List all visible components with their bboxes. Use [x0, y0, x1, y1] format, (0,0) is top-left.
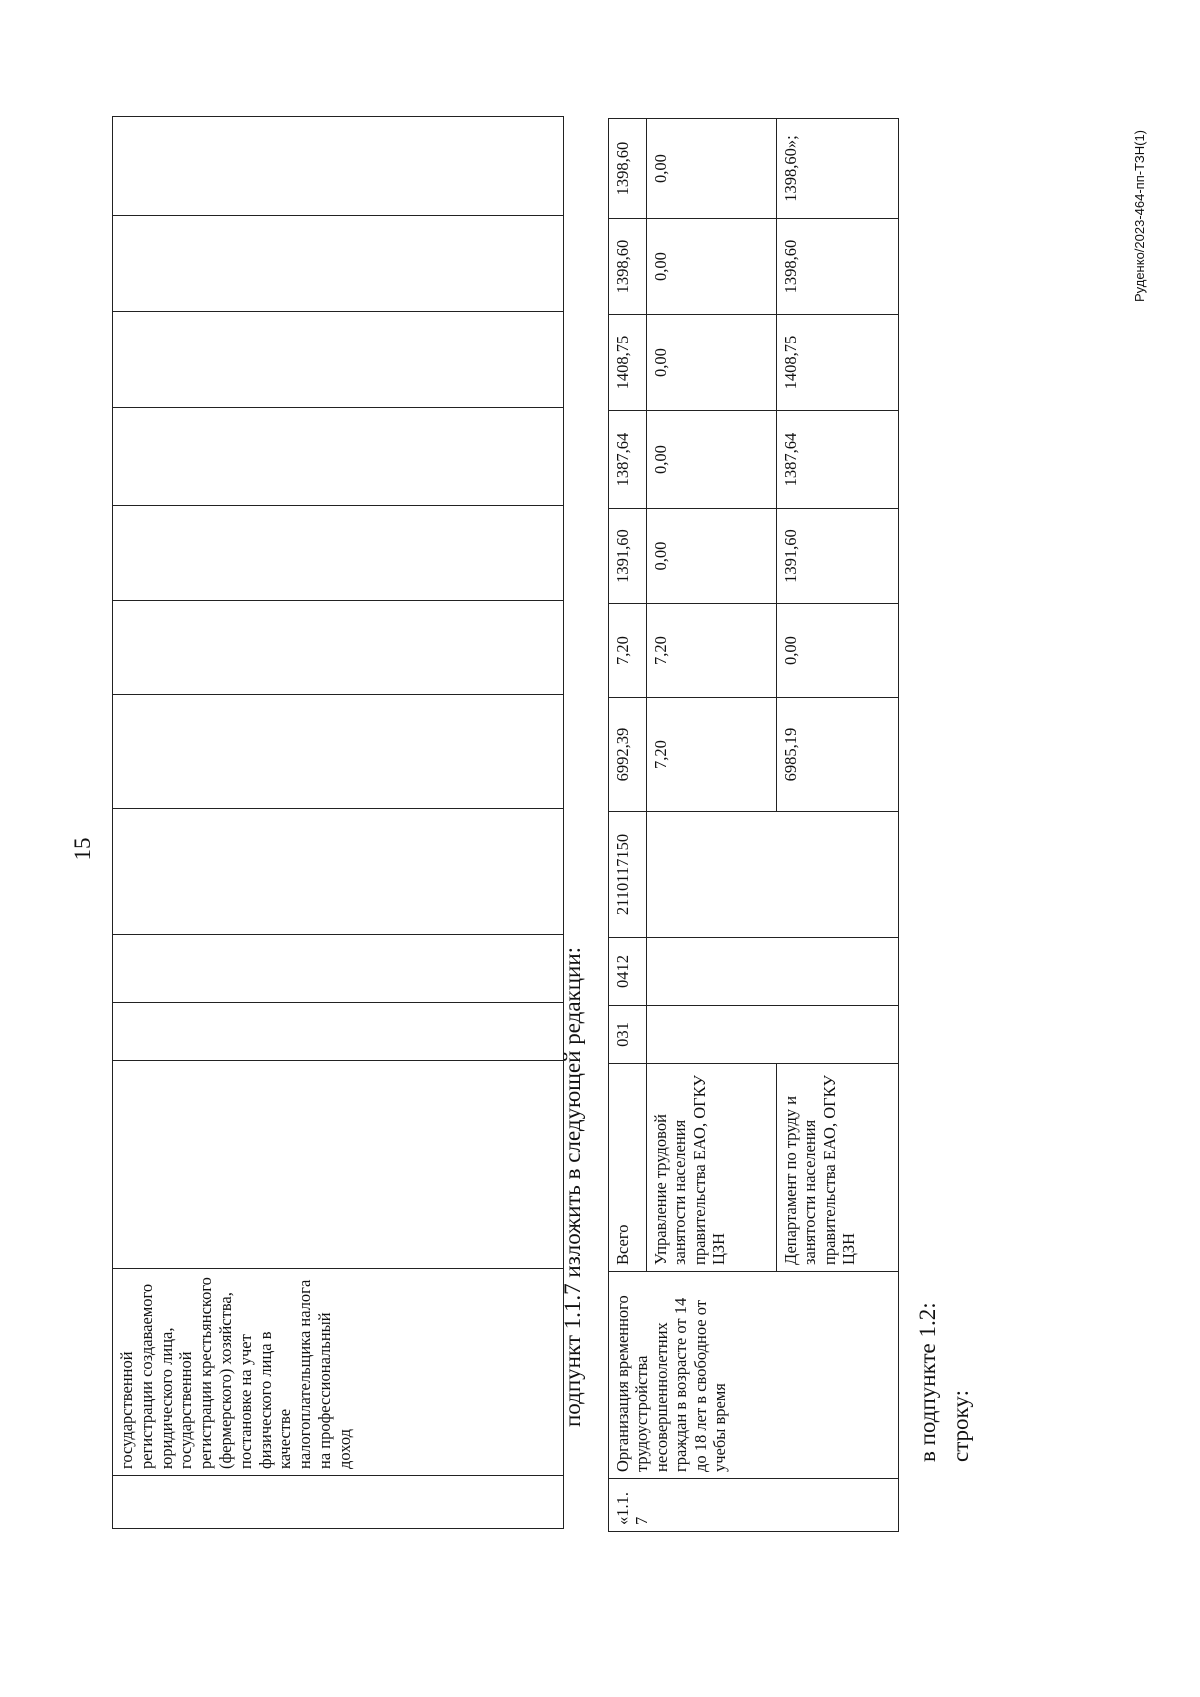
cont-num-cell [113, 1476, 564, 1529]
cont-cell [113, 935, 564, 1003]
year-value: 1408,75 [777, 315, 899, 411]
year-value: 1391,60 [609, 509, 647, 604]
intro-text: подпункт 1.1.7 изложить в следующей редакции: [560, 946, 585, 1427]
year-value: 1398,60 [609, 119, 647, 219]
grbs-code: 031 [609, 1006, 647, 1064]
csr-code: 2110117150 [609, 812, 647, 938]
total-value: 6985,19 [777, 698, 899, 812]
year-value: 1398,60»; [777, 119, 899, 219]
year-value: 0,00 [647, 315, 777, 411]
item-name: Организация временного трудоустройства несовершеннолетних граждан в возрасте от 14 до 18 лет в свободное от учебы время [609, 1272, 899, 1479]
year-value: 1387,64 [777, 411, 899, 509]
year-value: 0,00 [647, 411, 777, 509]
year-value: 0,00 [647, 219, 777, 315]
year-value: 7,20 [647, 604, 777, 698]
year-value: 1387,64 [609, 411, 647, 509]
cont-cell [113, 117, 564, 216]
cont-cell [113, 1003, 564, 1061]
year-value: 1398,60 [777, 219, 899, 315]
rz-code: 0412 [609, 938, 647, 1006]
year-value: 1398,60 [609, 219, 647, 315]
cont-cell [113, 695, 564, 809]
grbs-code-empty [647, 1006, 899, 1064]
footer-line-2: строку: [948, 1390, 973, 1462]
year-value: 7,20 [609, 604, 647, 698]
row-label: Всего [609, 1064, 647, 1272]
item-number: «1.1.7 [609, 1479, 899, 1532]
main-table [608, 118, 899, 1532]
document-reference: Руденко/2023-464-пп-ТЗН(1) [1132, 129, 1147, 302]
cont-cell [113, 506, 564, 601]
cont-cell [113, 408, 564, 506]
footer-line-1: в подпункте 1.2: [915, 1302, 940, 1462]
total-value: 7,20 [647, 698, 777, 812]
csr-code-empty [647, 812, 899, 938]
row-label: Управление трудовой занятости населения правительства ЕАО, ОГКУ ЦЗН [647, 1064, 777, 1272]
page-number: 15 [70, 837, 95, 861]
cont-name-cell: государственной регистрации создаваемого юридического лица, государственной регистрации крестьянского (фермерского) хозяйства, постановке на учет физического лица в качестве налогоплательщика налога на профессиональный доход [113, 1269, 564, 1476]
rz-code-empty [647, 938, 899, 1006]
year-value: 0,00 [777, 604, 899, 698]
cont-cell [113, 601, 564, 695]
continuation-table [112, 116, 564, 1529]
cont-cell [113, 809, 564, 935]
year-value: 0,00 [647, 119, 777, 219]
cont-cell [113, 312, 564, 408]
year-value: 1408,75 [609, 315, 647, 411]
year-value: 0,00 [647, 509, 777, 604]
cont-cell [113, 216, 564, 312]
year-value: 1391,60 [777, 509, 899, 604]
row-label: Департамент по труду и занятости населения правительства ЕАО, ОГКУ ЦЗН [777, 1064, 899, 1272]
cont-label-cell [113, 1061, 564, 1269]
total-value: 6992,39 [609, 698, 647, 812]
